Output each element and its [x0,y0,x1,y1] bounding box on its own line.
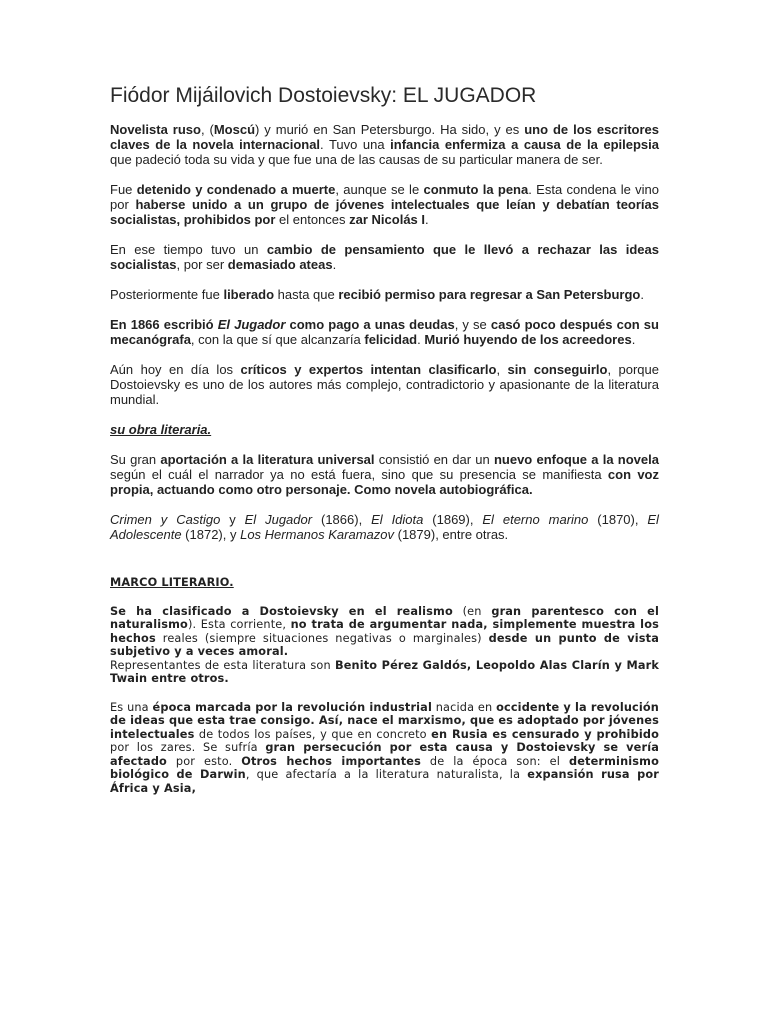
text-run: y [220,512,245,527]
text-run: desde un punto de vista subjetivo y a veces amoral. [110,631,659,658]
text-run: . [425,212,429,227]
text-run: Representantes de esta literatura son [110,658,335,672]
text-run: recibió permiso para regresar a San Petersburgo [338,287,641,302]
text-run: . Esta condena le vino por [110,182,660,212]
text-run: Se ha clasificado a Dostoievsky en el realismo [110,604,453,618]
text-run: El Adolescente [110,512,659,542]
document-page [110,84,659,795]
text-run: Posteriormente fue [110,287,224,302]
text-run: por esto. [166,754,242,768]
text-run: En 1866 escribió [110,317,218,332]
paragraph [110,605,659,686]
text-run: , ( [200,122,214,137]
text-run: (1870), [588,512,648,527]
text-run: , que afectaría a la literatura naturalista, la [245,768,528,781]
text-run: (1879), entre otras. [394,527,509,542]
text-run: Otros hechos importantes [241,754,421,768]
text-run: occidente y la revolución de ideas que esta trae consigo. Así, nace el marxismo, que es adoptado por jóvenes intelectuales [110,700,660,741]
paragraph [110,182,659,227]
text-run: época marcada por la revolución industrial [152,700,432,714]
document-title: Fiódor Mijáilovich Dostoievsky: EL JUGADOR [110,84,537,107]
text-run: El eterno marino [482,512,589,527]
text-run: hasta que [274,287,339,302]
paragraph [110,287,659,302]
text-run: , aunque se le [335,182,424,197]
text-run: gran parentesco con el naturalismo [110,604,660,631]
text-run: Novelista ruso [110,122,201,137]
text-run: Fue [110,182,137,197]
text-run: . [631,332,636,347]
text-run: expansión rusa por África y Asia, [110,768,659,795]
text-run: , [496,362,508,377]
text-run: Los Hermanos Karamazov [240,527,394,542]
text-run: por los zares. Se sufría [110,741,266,754]
text-run: nuevo enfoque a la novela [493,452,659,467]
text-run: críticos y expertos intentan clasificarlo [240,362,497,377]
text-run: . [640,287,644,302]
text-run: Aún hoy en día los [110,362,241,377]
text-run: su obra literaria. [110,422,212,437]
text-run: que padeció toda su vida y que fue una de las causas de su particular manera de ser. [110,152,603,167]
text-run: (1869), [423,512,483,527]
paragraph [110,317,659,347]
text-run: infancia enfermiza a causa de la epilepsia [390,137,659,152]
text-run: detenido y condenado a muerte [136,182,336,197]
paragraph [110,362,659,407]
marco-literario-section [110,576,659,795]
text-run: , porque Dostoievsky es uno de los autores más complejo, contradictorio y apasionante de la literatura mundial. [110,362,659,407]
text-run: nacida en [431,700,497,714]
text-run: El Jugador [217,317,286,332]
text-run: demasiado ateas [227,257,333,272]
text-run: según el cuál el narrador ya no está fuera, sino que su presencia se manifiesta [110,467,608,482]
text-run: sin conseguirlo [507,362,608,377]
text-run: gran persecución por esta causa y Dostoievsky se vería afectado [110,741,659,768]
text-run: , con la que sí que alcanzaría [190,332,365,347]
paragraph [110,242,659,272]
text-run: felicidad [364,332,418,347]
text-run: , por ser [176,257,228,272]
text-run: no trata de argumentar nada, simplemente muestra los hechos [110,618,659,645]
text-run: En ese tiempo tuvo un [110,242,267,257]
text-run: El Jugador [244,512,313,527]
section-heading-obra [110,422,659,437]
text-run: ). Esta corriente, [187,618,291,631]
text-run: haberse unido a un grupo de jóvenes intelectuales que leían y debatían teorías socialistas, prohibidos por [110,197,660,227]
text-run: El Idiota [371,512,424,527]
text-run: cambio de pensamiento que le llevó a rechazar las ideas socialistas [110,242,659,272]
text-run: casó poco después con su mecanógrafa [110,317,659,347]
text-run: Es una [110,700,153,714]
text-run: de todos los países, y que en concreto [194,727,432,741]
text-run: el entonces [275,212,350,227]
text-run: , y se [454,317,491,332]
text-run: ) y murió en San Petersburgo. Ha sido, y es [255,122,525,137]
paragraph [110,122,659,167]
text-run: (en [452,604,492,618]
works-list [110,512,659,542]
text-run: Su gran [110,452,161,467]
text-run: . Tuvo una [320,137,391,152]
text-run: (1872), y [181,527,241,542]
text-run: Moscú [213,122,256,137]
text-run: como pago a unas deudas [285,317,455,332]
text-run: aportación a la literatura universal [160,452,375,467]
text-run: conmuto la pena [423,182,529,197]
text-run: consistió en dar un [374,452,494,467]
paragraph [110,701,659,796]
text-run: zar Nicolás I [349,212,426,227]
text-run: uno de los escritores claves de la novela internacional [110,122,660,152]
text-run: Crimen y Castigo [110,512,221,527]
paragraph [110,452,659,497]
text-run: . [417,332,425,347]
text-run: liberado [223,287,275,302]
text-run: determinismo biológico de Darwin [110,754,659,781]
text-run: Murió huyendo de los acreedores [424,332,632,347]
text-run: reales (siempre situaciones negativas o marginales) [155,631,489,645]
text-run: en Rusia es censurado y prohibido [431,727,659,741]
text-run: Benito Pérez Galdós, Leopoldo Alas Clarín y Mark Twain entre otros. [110,658,659,685]
text-run: de la época son: el [421,754,569,768]
section-heading-marco: MARCO LITERARIO. [110,576,234,589]
text-run: con voz propia, actuando como otro personaje. Como novela autobiográfica. [110,467,659,497]
text-run: (1866), [312,512,372,527]
text-run: . [332,257,337,272]
